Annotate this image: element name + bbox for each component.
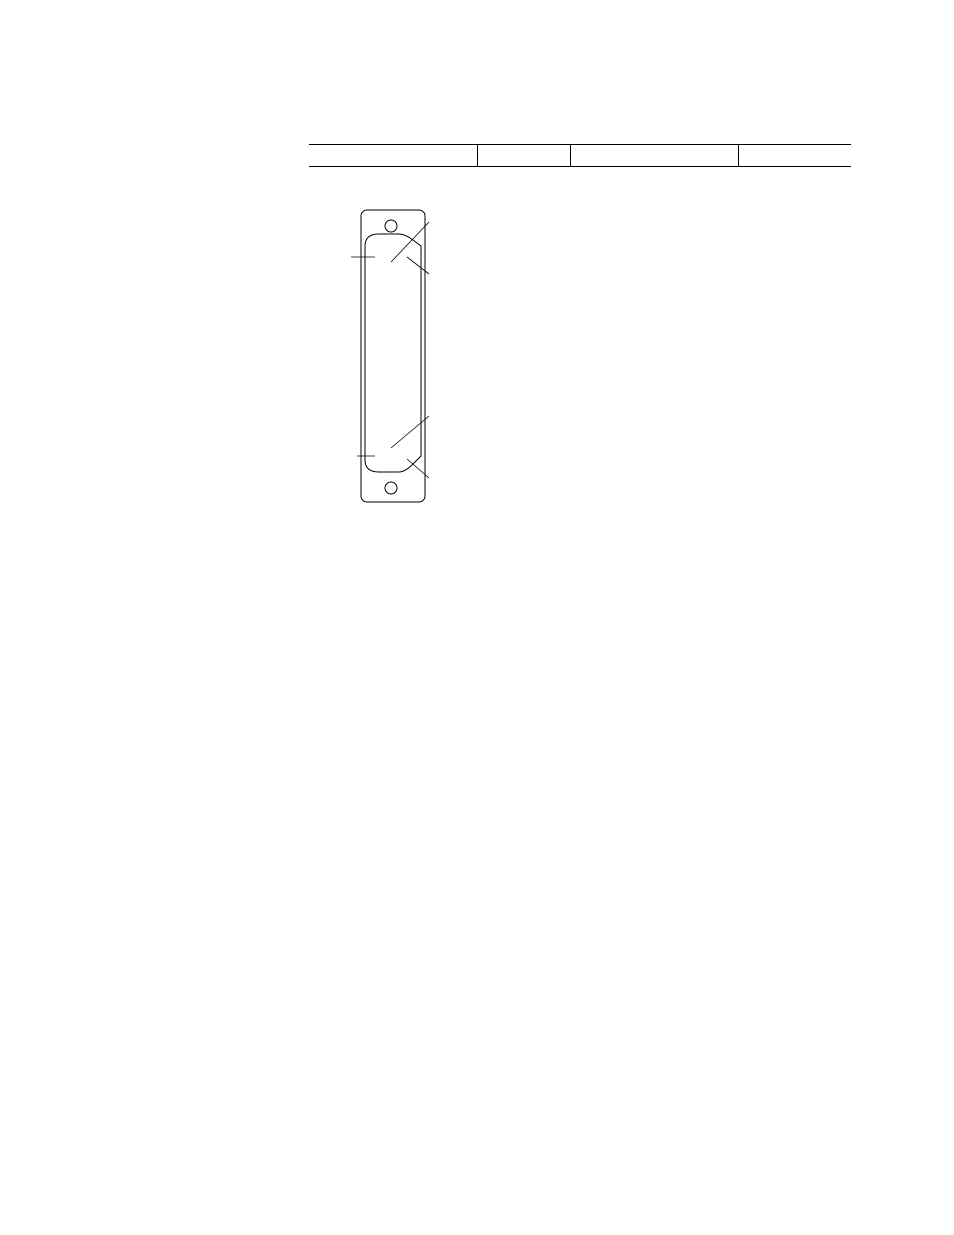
header-socket xyxy=(309,145,477,167)
table-header-row xyxy=(309,145,851,167)
leader-pin50 xyxy=(407,459,429,478)
header-signal xyxy=(738,145,851,167)
pin-assignment-table xyxy=(309,144,851,167)
header-dsub xyxy=(570,145,738,167)
header-ribbon-cable xyxy=(477,145,570,167)
mounting-hole-bottom xyxy=(385,482,397,494)
mounting-hole-top xyxy=(385,220,397,232)
d50-connector-diagram xyxy=(309,166,477,516)
connector-shell xyxy=(365,234,421,472)
